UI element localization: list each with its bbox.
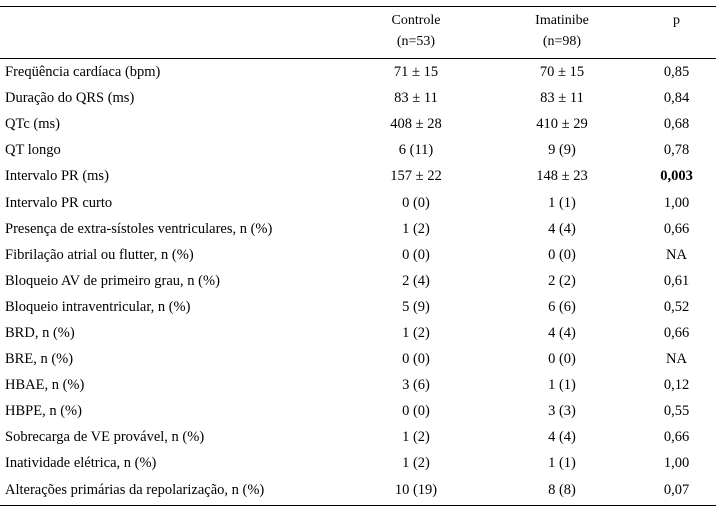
p-value: 0,52 [663,298,690,315]
imatinibe-value: 1 (1) [548,455,576,472]
table-row [0,216,716,242]
controle-value: 0 (0) [402,194,430,211]
p-value: 0,66 [663,324,690,341]
table-row [0,111,716,137]
controle-value: 0 (0) [402,403,430,420]
row-label: Intervalo PR (ms) [5,168,109,185]
row-label: Bloqueio AV de primeiro grau, n (%) [5,272,220,289]
table-row [0,294,716,320]
imatinibe-value: 1 (1) [548,194,576,211]
table-row [0,59,716,85]
header-cell-label-sub [0,31,345,52]
controle-value: 0 (0) [402,351,430,368]
imatinibe-value: 1 (1) [548,377,576,394]
table-bottom-rule [0,505,716,506]
p-value: NA [666,246,687,263]
results-table-body [0,59,716,503]
table-row [0,424,716,450]
table-row [0,189,716,215]
p-value: 0,66 [663,429,690,446]
table-row [0,242,716,268]
p-value: 0,68 [663,116,690,133]
controle-value: 71 ± 15 [393,64,439,81]
imatinibe-value: 4 (4) [548,220,576,237]
results-table-container [0,6,716,506]
header-cell-controle-n: (n=53) [396,34,436,49]
header-row-2 [0,31,716,52]
table-row [0,320,716,346]
row-label: BRE, n (%) [5,351,74,368]
header-cell-p-sub [637,31,716,52]
controle-value: 157 ± 22 [390,168,442,185]
controle-value: 3 (6) [402,377,430,394]
p-value: 0,84 [663,90,690,107]
row-label: QT longo [5,142,61,159]
row-label: Presença de extra-sístoles ventriculares, n (%) [5,220,273,237]
p-value: 0,12 [663,377,690,394]
row-label: Inatividade elétrica, n (%) [5,455,157,472]
imatinibe-value: 9 (9) [548,142,576,159]
row-label: Bloqueio intraventricular, n (%) [5,298,191,315]
header-cell-controle: Controle [391,13,441,28]
imatinibe-value: 8 (8) [548,481,576,498]
p-value: 0,07 [663,481,690,498]
row-label: QTc (ms) [5,116,60,133]
controle-value: 2 (4) [402,272,430,289]
table-row [0,346,716,372]
results-table [0,7,716,52]
controle-value: 10 (19) [394,481,438,498]
row-label: Freqüência cardíaca (bpm) [5,64,161,81]
p-value: 0,003 [660,168,693,185]
header-cell-p: p [673,13,680,28]
imatinibe-value: 0 (0) [548,351,576,368]
table-header [0,7,716,52]
imatinibe-value: 0 (0) [548,246,576,263]
imatinibe-value: 4 (4) [548,429,576,446]
p-value: 0,85 [663,64,690,81]
header-row-1 [0,7,716,31]
row-label: Intervalo PR curto [5,194,113,211]
p-value: 0,66 [663,220,690,237]
table-row [0,450,716,476]
controle-value: 0 (0) [402,246,430,263]
imatinibe-value: 3 (3) [548,403,576,420]
row-label: BRD, n (%) [5,324,75,341]
p-value: 0,78 [663,142,690,159]
imatinibe-value: 148 ± 23 [536,168,588,185]
table-row [0,268,716,294]
table-row [0,477,716,503]
row-label: Duração do QRS (ms) [5,90,135,107]
header-cell-imatinibe-n: (n=98) [542,34,582,49]
row-label: HBPE, n (%) [5,403,82,420]
controle-value: 1 (2) [402,429,430,446]
controle-value: 6 (11) [398,142,434,159]
controle-value: 5 (9) [402,298,430,315]
table-row [0,85,716,111]
row-label: HBAE, n (%) [5,377,85,394]
header-cell-label [0,7,345,31]
imatinibe-value: 4 (4) [548,324,576,341]
controle-value: 1 (2) [402,455,430,472]
p-value: 1,00 [663,455,690,472]
controle-value: 83 ± 11 [394,90,438,107]
imatinibe-value: 70 ± 15 [539,64,585,81]
imatinibe-value: 6 (6) [548,298,576,315]
imatinibe-value: 410 ± 29 [536,116,588,133]
table-row [0,137,716,163]
p-value: 1,00 [663,194,690,211]
p-value: 0,55 [663,403,690,420]
row-label: Alterações primárias da repolarização, n (%) [5,481,265,498]
imatinibe-value: 83 ± 11 [540,90,584,107]
table-body [0,59,716,503]
imatinibe-value: 2 (2) [548,272,576,289]
table-row [0,372,716,398]
controle-value: 408 ± 28 [390,116,442,133]
header-cell-imatinibe: Imatinibe [535,13,589,28]
p-value: NA [666,351,687,368]
table-row [0,398,716,424]
p-value: 0,61 [663,272,690,289]
table-row [0,163,716,189]
controle-value: 1 (2) [402,220,430,237]
row-label: Sobrecarga de VE provável, n (%) [5,429,205,446]
row-label: Fibrilação atrial ou flutter, n (%) [5,246,194,263]
controle-value: 1 (2) [402,324,430,341]
